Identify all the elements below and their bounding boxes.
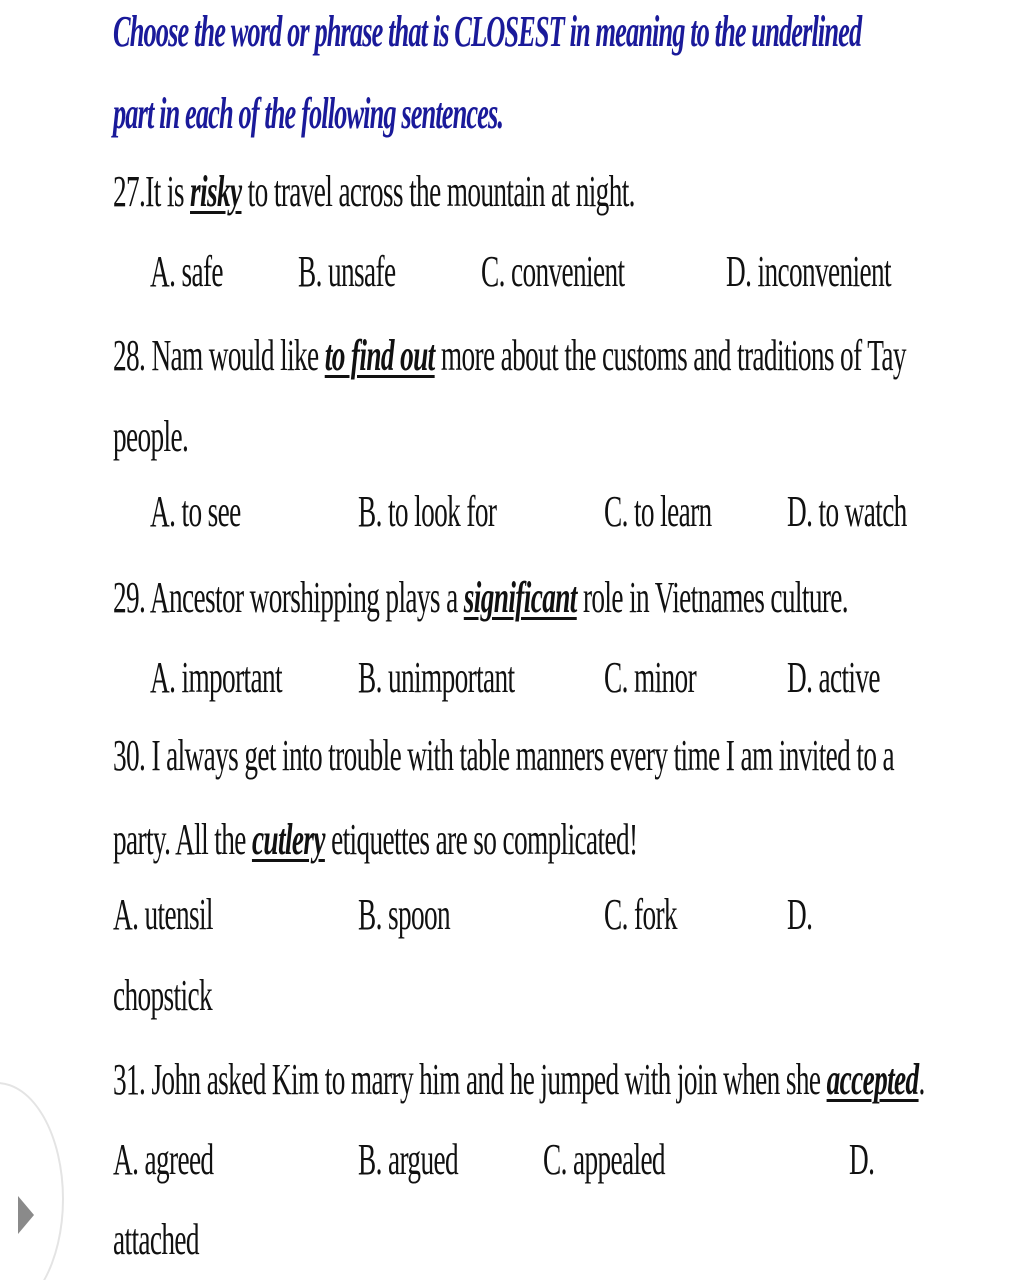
q28-option-a[interactable]: A. to see — [150, 487, 241, 536]
question-30-pre: party. All the — [113, 815, 252, 864]
question-29 — [113, 573, 849, 622]
question-30 — [113, 815, 638, 864]
q31-option-d[interactable]: D. — [849, 1135, 875, 1184]
q30-option-d-wrap[interactable]: chopstick — [113, 971, 212, 1020]
q27-option-b[interactable]: B. unsafe — [298, 247, 396, 296]
play-arrow-icon[interactable] — [18, 1196, 34, 1234]
q29-option-a[interactable]: A. important — [150, 653, 282, 702]
question-30-post: etiquettes are so complicated! — [324, 815, 638, 864]
question-31-underlined: accepted — [826, 1055, 919, 1104]
q29-option-b[interactable]: B. unimportant — [358, 653, 515, 702]
question-29-pre: 29. Ancestor worshipping plays a — [113, 573, 464, 622]
q28-option-d[interactable]: D. to watch — [787, 487, 907, 536]
q27-option-a[interactable]: A. safe — [150, 247, 223, 296]
question-28-pre: 28. Nam would like — [113, 331, 325, 380]
question-30-line-1: 30. I always get into trouble with table manners every time I am invited to a — [113, 731, 895, 780]
q27-option-c[interactable]: C. convenient — [481, 247, 625, 296]
q30-option-d[interactable]: D. — [787, 890, 813, 939]
side-nav-panel[interactable] — [0, 1082, 64, 1280]
q30-option-a[interactable]: A. utensil — [113, 890, 213, 939]
question-27-underlined: risky — [190, 167, 242, 216]
q31-option-a[interactable]: A. agreed — [113, 1135, 214, 1184]
question-27 — [113, 167, 635, 216]
question-27-pre: 27.It is — [113, 167, 191, 216]
instruction-line-1: Choose the word or phrase that is CLOSEST in meaning to the underlined — [113, 7, 862, 56]
question-28-underlined: to find out — [324, 331, 435, 380]
q28-option-c[interactable]: C. to learn — [604, 487, 712, 536]
question-28-post: more about the customs and traditions of Tay — [434, 331, 906, 380]
q28-option-b[interactable]: B. to look for — [358, 487, 497, 536]
question-31-pre: 31. John asked Kim to marry him and he jumped with join when she — [113, 1055, 827, 1104]
question-31-post: . — [918, 1055, 925, 1104]
q29-option-d[interactable]: D. active — [787, 653, 880, 702]
q29-option-c[interactable]: C. minor — [604, 653, 697, 702]
q31-option-b[interactable]: B. argued — [358, 1135, 458, 1184]
question-31 — [113, 1055, 925, 1104]
question-28 — [113, 331, 906, 380]
q31-option-d-wrap[interactable]: attached — [113, 1215, 199, 1264]
question-30-underlined: cutlery — [251, 815, 325, 864]
question-27-post: to travel across the mountain at night. — [241, 167, 635, 216]
question-28-continuation: people. — [113, 412, 189, 461]
q31-option-c[interactable]: C. appealed — [543, 1135, 665, 1184]
instruction-line-2: part in each of the following sentences. — [113, 89, 504, 138]
question-29-post: role in Vietnames culture. — [576, 573, 849, 622]
q30-option-c[interactable]: C. fork — [604, 890, 677, 939]
q30-option-b[interactable]: B. spoon — [358, 890, 451, 939]
question-29-underlined: significant — [463, 573, 577, 622]
q27-option-d[interactable]: D. inconvenient — [726, 247, 891, 296]
